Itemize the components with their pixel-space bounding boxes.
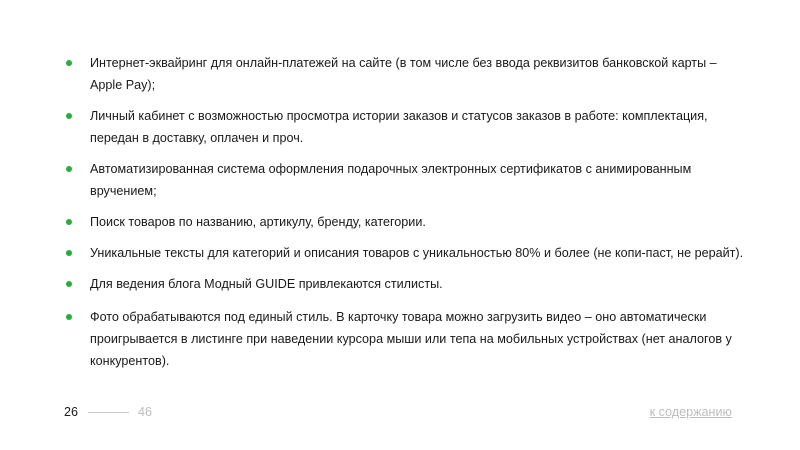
list-item-text: Поиск товаров по названию, артикулу, бренду, категории. bbox=[90, 215, 426, 229]
list-item-text: Для ведения блога Модный GUIDE привлекаются стилисты. bbox=[90, 277, 443, 291]
page-number-total: 46 bbox=[138, 405, 153, 419]
bullet-dot-icon bbox=[66, 250, 72, 256]
table-of-contents-link[interactable]: к содержанию bbox=[649, 405, 732, 419]
list-item bbox=[64, 105, 744, 149]
page-number-current: 26 bbox=[64, 405, 79, 419]
list-item bbox=[64, 52, 744, 96]
list-item-text: Интернет-эквайринг для онлайн-платежей на сайте (в том числе без ввода реквизитов банковской карты – Apple Pay); bbox=[90, 56, 717, 92]
bullet-dot-icon bbox=[66, 281, 72, 287]
list-item-text: Фото обрабатываются под единый стиль. В карточку товара можно загрузить видео – оно автоматически проигрывается в листинге при наведении курсора мыши или тепа на мобильных устройствах (нет аналогов у конкурентов). bbox=[90, 310, 732, 368]
page-number-divider bbox=[88, 412, 129, 413]
feature-list bbox=[64, 52, 744, 372]
list-item bbox=[64, 273, 744, 295]
bullet-dot-icon bbox=[66, 166, 72, 172]
bullet-dot-icon bbox=[66, 60, 72, 66]
list-item-text: Уникальные тексты для категорий и описания товаров с уникальностью 80% и более (не копи-паст, не рерайт). bbox=[90, 246, 744, 260]
list-item-text: Автоматизированная система оформления подарочных электронных сертификатов с анимированным вручением; bbox=[90, 162, 692, 198]
bullet-dot-icon bbox=[66, 314, 72, 320]
bullet-dot-icon bbox=[66, 219, 72, 225]
list-item bbox=[64, 211, 744, 233]
list-item bbox=[64, 242, 744, 264]
list-item bbox=[64, 158, 744, 202]
list-item bbox=[64, 306, 744, 372]
slide-footer bbox=[64, 403, 732, 421]
bullet-dot-icon bbox=[66, 113, 72, 119]
list-item-text: Личный кабинет с возможностью просмотра истории заказов и статусов заказов в работе: комплектация, передан в доставку, оплачен и проч. bbox=[90, 109, 708, 145]
